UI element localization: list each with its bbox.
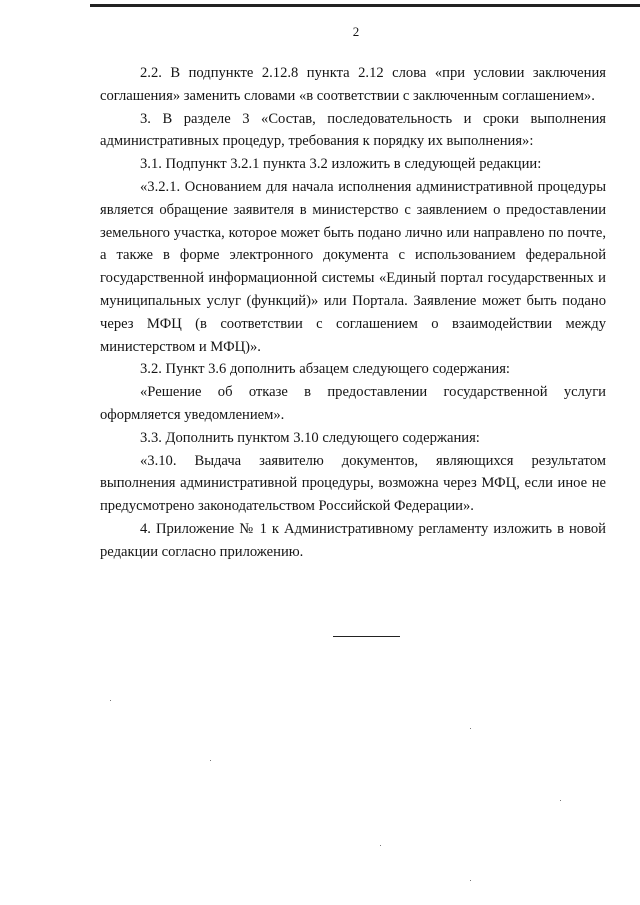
paragraph-3-2-1-text: «3.2.1. Основанием для начала исполнения административной процедуры является обращение заявителя в министерство с заявлением о предоставлении земельного участка, которое может быть подано лично или направлено по почте, а также в форме электронного документа с использованием федеральной государственной информационной системы «Единый портал государственных и муниципальных услуг (функций)» или Портала. Заявление может быть подано через МФЦ (в соответствии с соглашением о взаимодействии между министерством и МФЦ)». (100, 178, 606, 355)
page-number: 2 (352, 24, 360, 39)
end-divider-line (333, 636, 400, 637)
paragraph-2-2: 2.2. В подпункте 2.12.8 пункта 2.12 слова «при условии заключения соглашения» заменить словами «в соответствии с заключенным соглашением». (100, 65, 606, 104)
paragraph-3-2: 3.2. Пункт 3.6 дополнить абзацем следующего содержания: (140, 361, 510, 378)
paragraph-4: 4. Приложение № 1 к Административному регламенту изложить в новой редакции согласно приложению. (100, 520, 606, 560)
top-scan-border (90, 4, 640, 7)
paragraph-3-10-text: «3.10. Выдача заявителю документов, являющихся результатом выполнения административной процедуры, возможна через МФЦ, если иное не предусмотрено законодательством Российской Федерации». (100, 452, 606, 515)
scan-speck (380, 845, 381, 846)
scan-speck (470, 880, 471, 881)
paragraph-3-3: 3.3. Дополнить пунктом 3.10 следующего содержания: (140, 429, 480, 446)
document-body (100, 62, 606, 564)
scan-speck (210, 760, 211, 761)
scan-speck (470, 728, 471, 729)
paragraph-3: 3. В разделе 3 «Состав, последовательность и сроки выполнения административных процедур, требования к порядку их выполнения»: (100, 110, 606, 150)
paragraph-refusal-text: «Решение об отказе в предоставлении государственной услуги оформляется уведомлением». (100, 384, 606, 423)
scan-speck (110, 700, 111, 701)
scan-speck (560, 800, 561, 801)
paragraph-3-1: 3.1. Подпункт 3.2.1 пункта 3.2 изложить в следующей редакции: (140, 156, 542, 173)
